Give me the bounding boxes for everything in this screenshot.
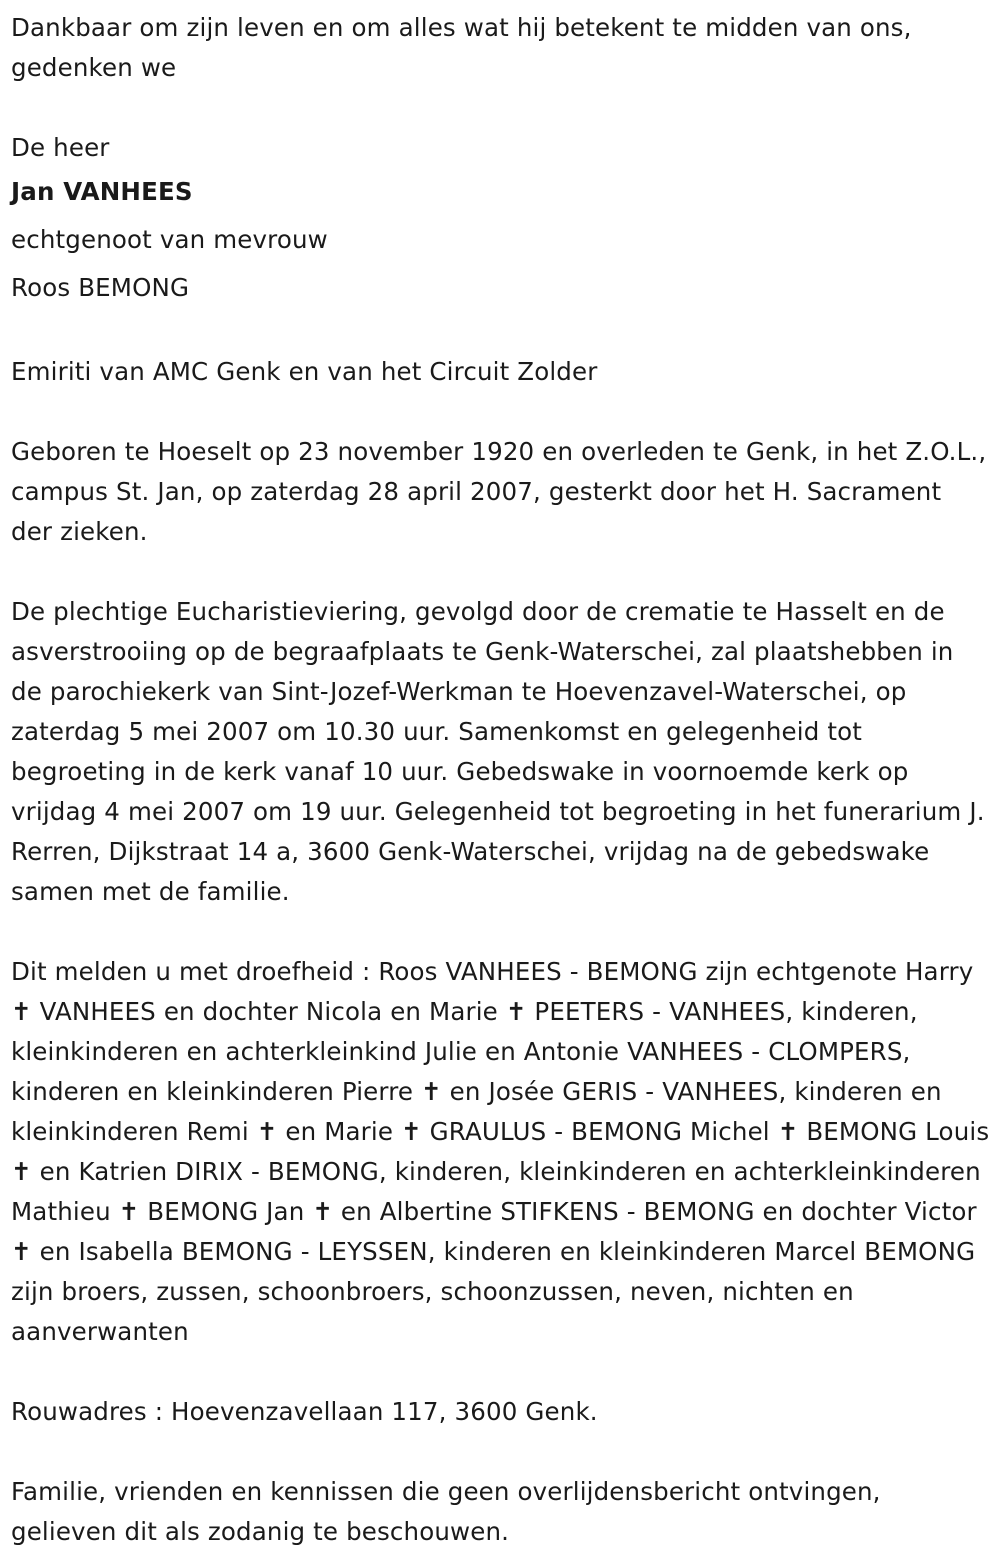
birth-death-paragraph: Geboren te Hoeselt op 23 november 1920 en overleden te Genk, in het Z.O.L., campus St. Jan, op zaterdag 28 april 2007, gesterkt door het H. Sacrament der zieken. — [11, 437, 987, 546]
title-prefix: De heer — [11, 133, 110, 162]
closing-paragraph: Familie, vrienden en kennissen die geen overlijdensbericht ontvingen, gelieven dit als zodanig te beschouwen. — [11, 1477, 881, 1546]
spouse-name: Roos BEMONG — [11, 273, 190, 302]
ceremony-paragraph: De plechtige Eucharistieviering, gevolgd door de crematie te Hasselt en de asverstrooiing op de begraafplaats te Genk-Waterschei, zal plaatshebben in de parochiekerk van Sint-Jozef-Werkman te Hoevenzavel-Waterschei, op zaterdag 5 mei 2007 om 10.30 uur. Samenkomst en gelegenheid tot begroeting in de kerk vanaf 10 uur. Gebedswake in voornoemde kerk op vrijdag 4 mei 2007 om 19 uur. Gelegenheid tot begroeting in het funerarium J. Rerren, Dijkstraat 14 a, 3600 Genk-Waterschei, vrijdag na de gebedswake samen met de familie. — [11, 597, 985, 906]
spouse-relation: echtgenoot van mevrouw — [11, 225, 328, 254]
intro-paragraph: Dankbaar om zijn leven en om alles wat hij betekent te midden van ons, gedenken we — [11, 13, 912, 82]
address-paragraph: Rouwadres : Hoevenzavellaan 117, 3600 Genk. — [11, 1397, 598, 1426]
deceased-name: Jan VANHEES — [11, 177, 193, 206]
announcement-paragraph: Dit melden u met droefheid : Roos VANHEES - BEMONG zijn echtgenote Harry ✝ VANHEES en dochter Nicola en Marie ✝ PEETERS - VANHEES, kinderen, kleinkinderen en achterkleinkind Julie en Antonie VANHEES - CLOMPERS, kinderen en kleinkinderen Pierre ✝ en Josée GERIS - VANHEES, kinderen en kleinkinderen Remi ✝ en Marie ✝ GRAULUS - BEMONG Michel ✝ BEMONG Louis ✝ en Katrien DIRIX - BEMONG, kinderen, kleinkinderen en achterkleinkinderen Mathieu ✝ BEMONG Jan ✝ en Albertine STIFKENS - BEMONG en dochter Victor ✝ en Isabella BEMONG - LEYSSEN, kinderen en kleinkinderen Marcel BEMONG zijn broers, zussen, schoonbroers, schoonzussen, neven, nichten en aanverwanten — [11, 957, 990, 1346]
honorary-paragraph: Emiriti van AMC Genk en van het Circuit Zolder — [11, 357, 598, 386]
